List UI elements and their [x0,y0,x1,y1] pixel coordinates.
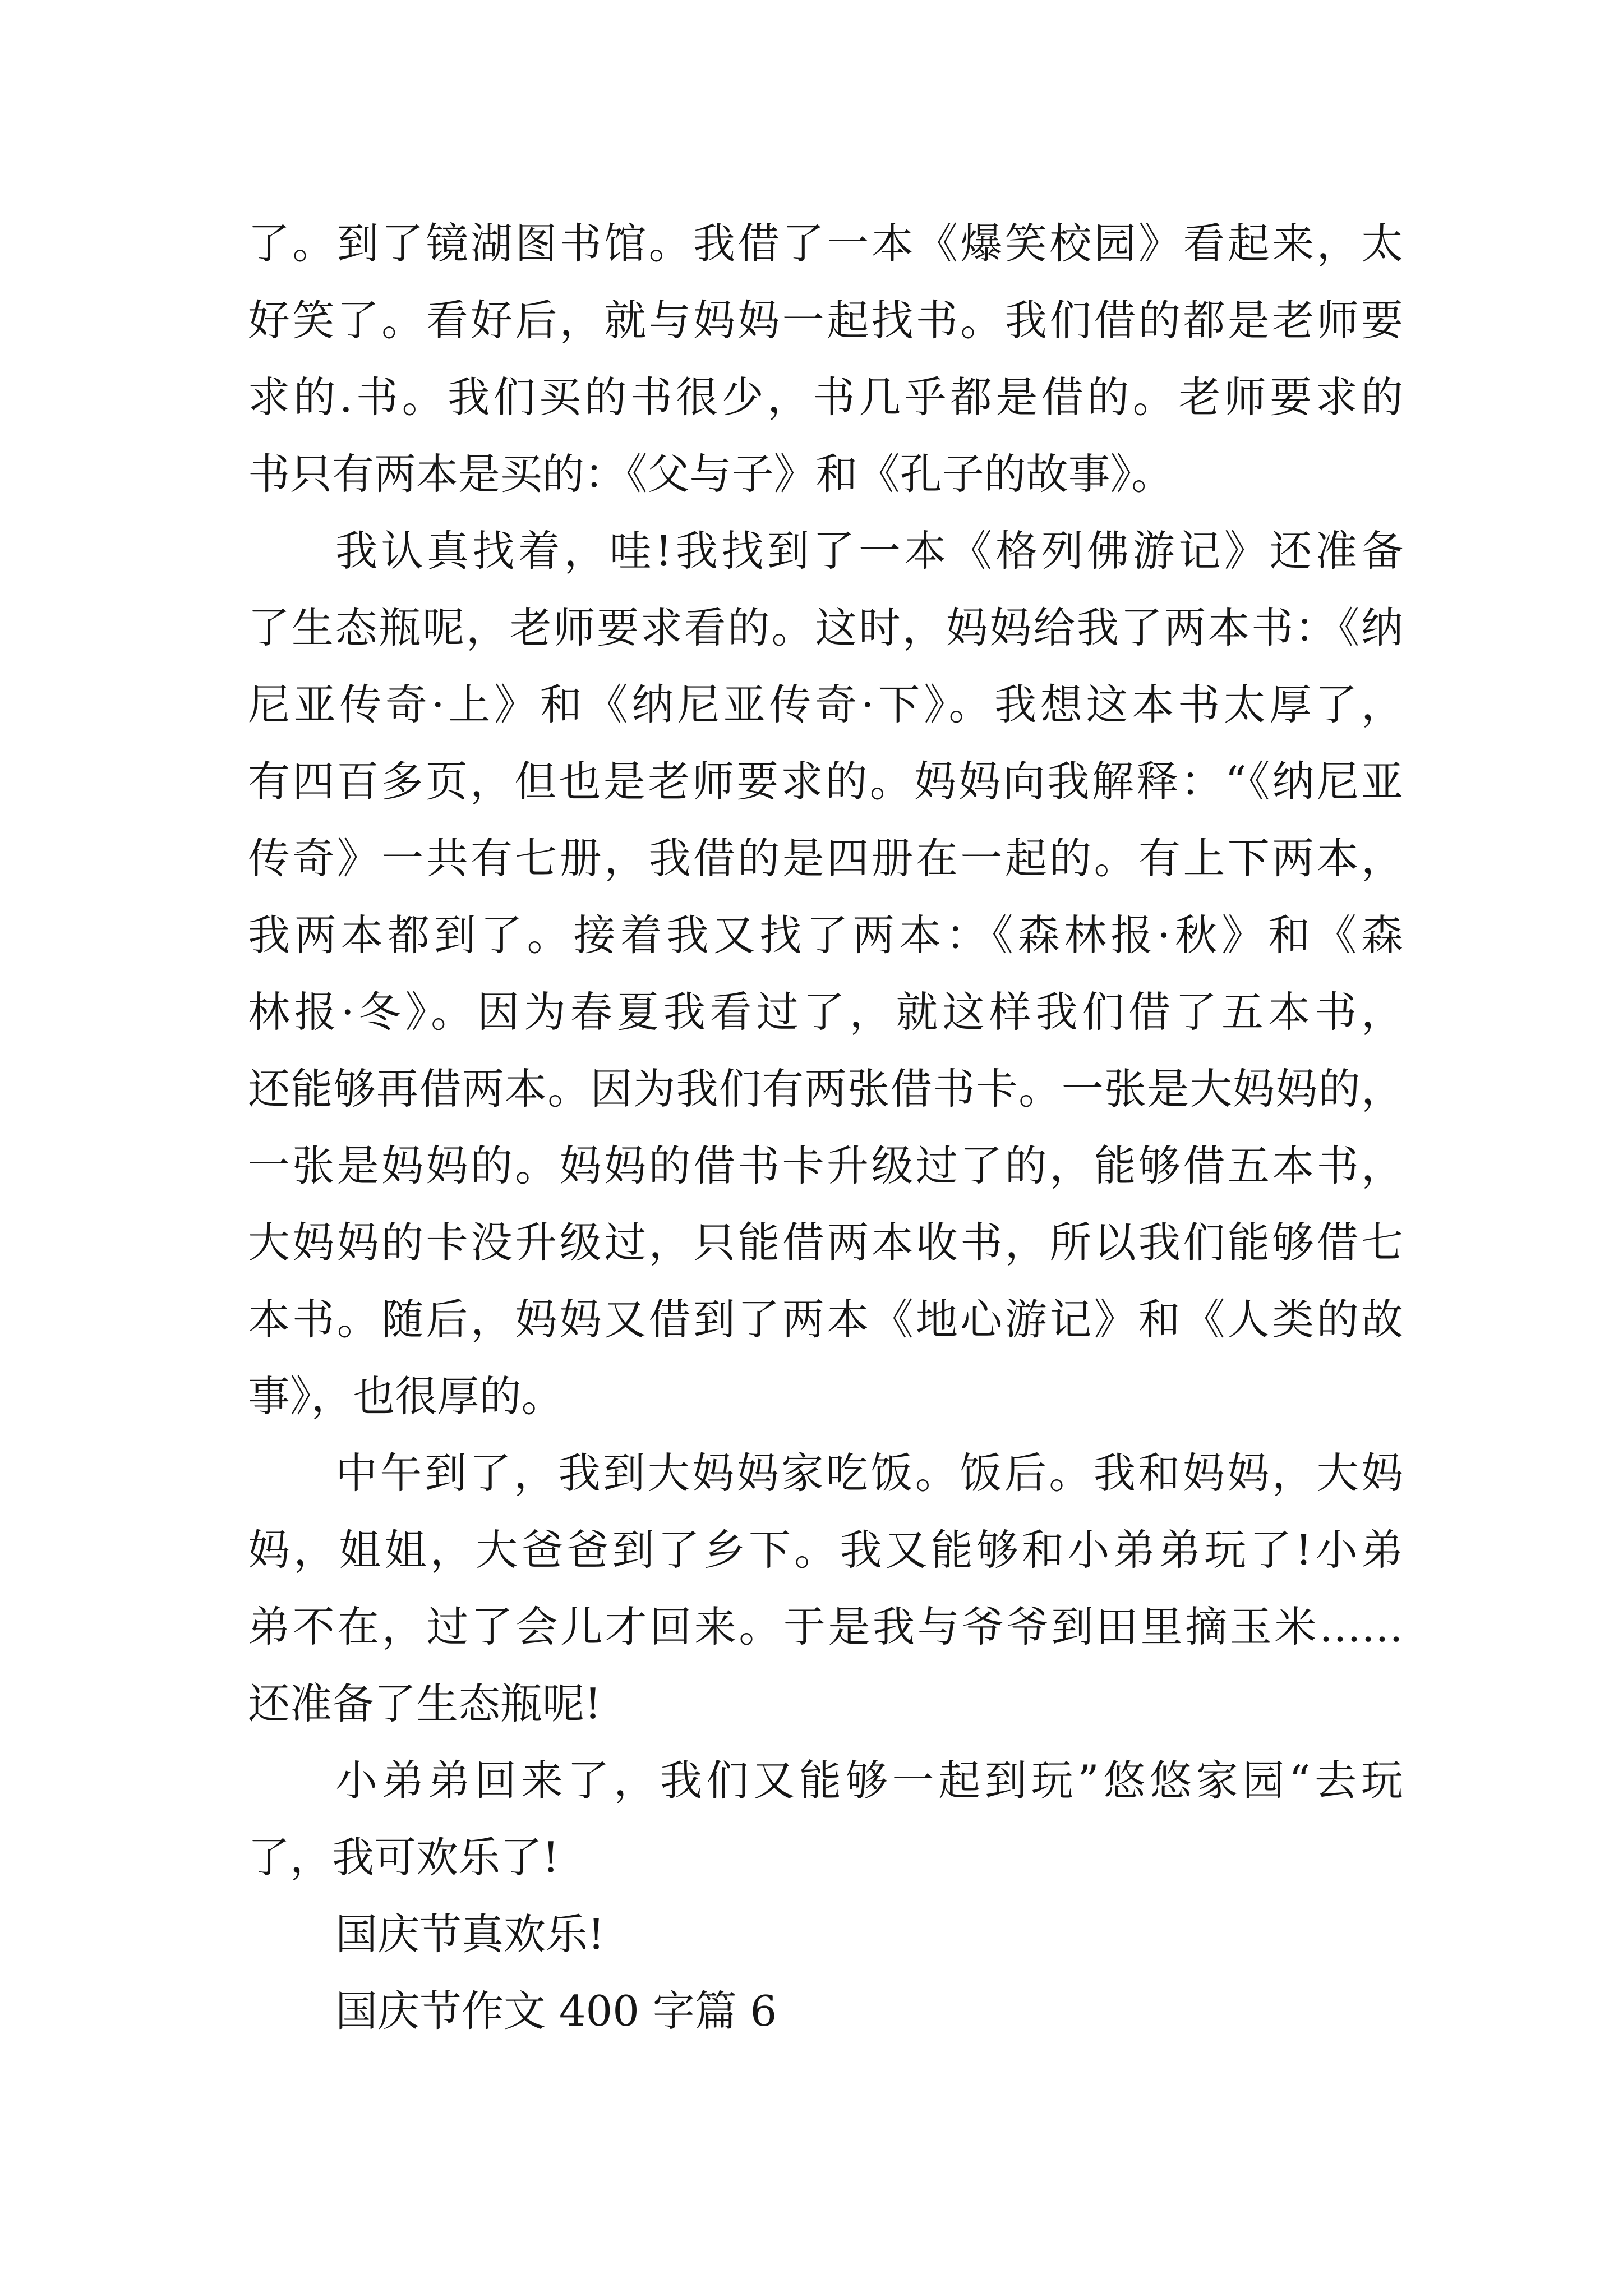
text-line: 我两本都到了。接着我又找了两本：《森林报·秋》和《森 [248,910,1403,960]
text-line: 好笑了。看好后，就与妈妈一起找书。我们借的都是老师要 [248,296,1403,345]
body-text [248,205,1403,2050]
text-line: 有四百多页，但也是老师要求的。妈妈向我解释：“《纳尼亚 [248,757,1403,806]
paragraph-countryside [248,1435,1403,1742]
text-line: 传奇》一共有七册，我借的是四册在一起的。有上下两本， [248,834,1403,883]
text-line: 小弟弟回来了，我们又能够一起到玩”悠悠家园“去玩 [335,1756,1403,1805]
section-title: 国庆节作文 400 字篇 6 [335,1986,777,2036]
text-line: 本书。随后，妈妈又借到了两本《地心游记》和《人类的故 [248,1295,1403,1344]
paragraph-library-visit [248,205,1403,513]
text-line: 还准备了生态瓶呢! [248,1679,602,1728]
text-line: 事》，也很厚的。 [248,1372,564,1421]
text-line: 林报·冬》。因为春夏我看过了，就这样我们借了五本书， [248,987,1403,1037]
text-line: 了，我可欢乐了! [248,1833,560,1882]
text-line: 中午到了，我到大妈妈家吃饭。饭后。我和妈妈，大妈 [335,1448,1403,1498]
text-line: 求的.书。我们买的书很少，书几乎都是借的。老师要求的 [248,372,1403,422]
text-line: 我认真找着，哇!我找到了一本《格列佛游记》还准备 [335,526,1403,576]
text-line: 了生态瓶呢，老师要求看的。这时，妈妈给我了两本书：《纳 [248,603,1403,652]
text-line: 一张是妈妈的。妈妈的借书卡升级过了的，能够借五本书， [248,1141,1403,1190]
text-line: 大妈妈的卡没升级过，只能借两本收书，所以我们能够借七 [248,1218,1403,1267]
paragraph-conclusion [248,1896,1403,1973]
text-line: 弟不在，过了会儿才回来。于是我与爷爷到田里摘玉米…… [248,1602,1403,1651]
text-line: 尼亚传奇·上》和《纳尼亚传奇·下》。我想这本书太厚了， [248,680,1403,729]
text-line: 了。到了镜湖图书馆。我借了一本《爆笑校园》看起来，太 [248,219,1403,268]
paragraph-borrowing-books [248,513,1403,1435]
text-line: 妈，姐姐，大爸爸到了乡下。我又能够和小弟弟玩了!小弟 [248,1525,1403,1575]
text-line: 书只有两本是买的：《父与子》和《孔子的故事》。 [248,449,1174,499]
text-line: 国庆节真欢乐! [335,1910,605,1959]
section-heading [248,1973,1403,2050]
text-line: 还能够再借两本。因为我们有两张借书卡。一张是大妈妈的， [248,1064,1403,1114]
paragraph-playing [248,1742,1403,1896]
